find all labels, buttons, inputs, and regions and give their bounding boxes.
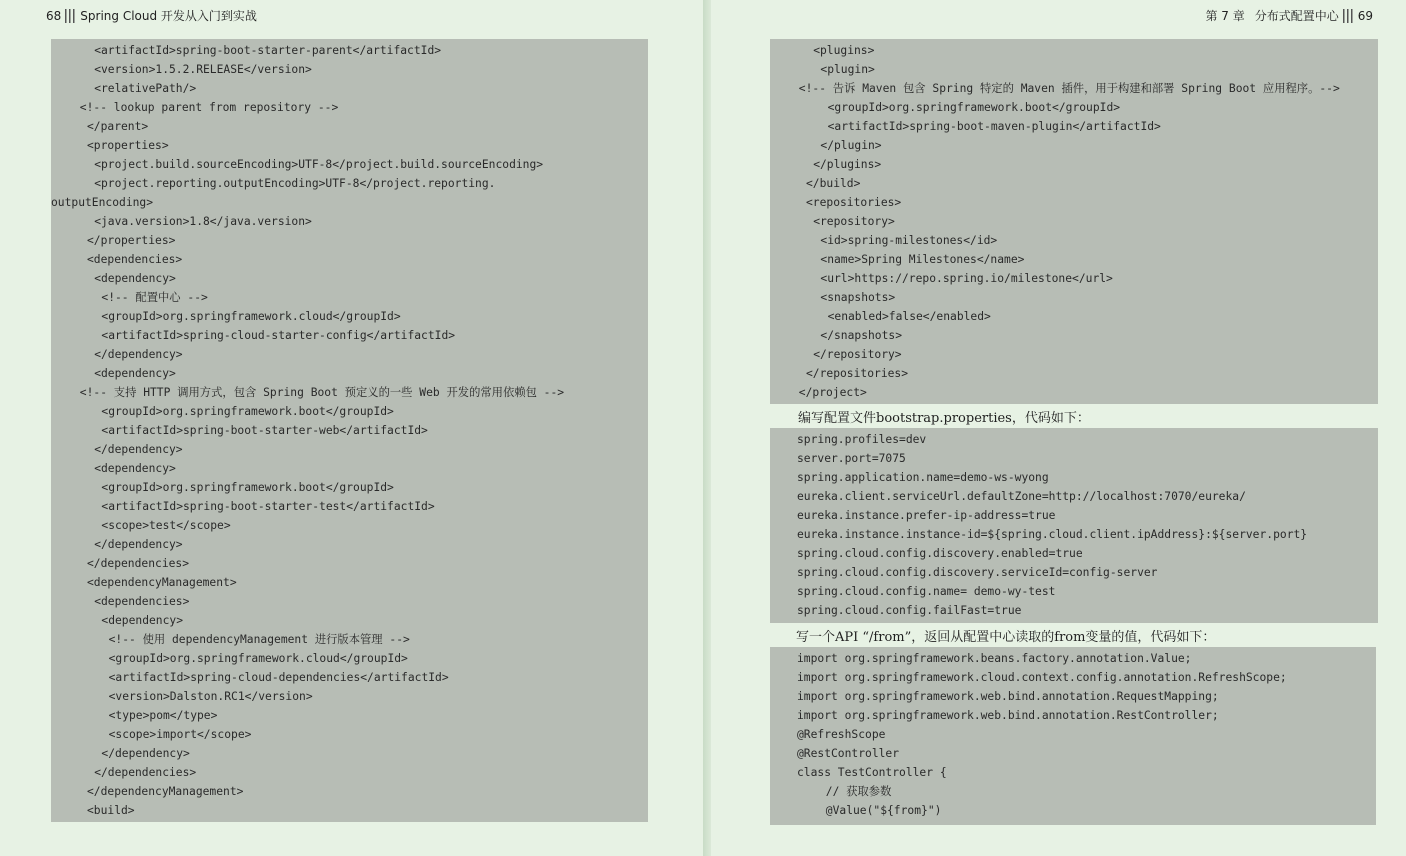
code-line: eureka.instance.prefer-ip-address=true (797, 509, 1056, 522)
chapter-title: 分布式配置中心 (1254, 9, 1339, 23)
chapter-label: 第 7 章 (1205, 9, 1245, 23)
code-line: <plugins> (813, 44, 875, 57)
code-line: </repository> (813, 348, 902, 361)
code-line: <dependency> (94, 462, 176, 475)
code-line: @RestController (797, 747, 900, 760)
book-title: Spring Cloud 开发从入门到实战 (80, 9, 257, 23)
code-line: import org.springframework.web.bind.annotation.RestController; (797, 709, 1219, 722)
code-line: eureka.client.serviceUrl.defaultZone=http://localhost:7070/eureka/ (797, 490, 1246, 503)
code-line: <!-- 使用 dependencyManagement 进行版本管理 --> (108, 633, 410, 646)
code-line: import org.springframework.beans.factory.annotation.Value; (797, 652, 1192, 665)
right-page-number: 69 (1357, 8, 1373, 23)
code-line: @Value("${from}") (825, 804, 942, 817)
left-page-number: 68 (46, 8, 62, 23)
code-line: <groupId>org.springframework.cloud</groupId> (101, 310, 401, 323)
book-gutter (703, 0, 711, 856)
code-line: <artifactId>spring-boot-starter-web</artifactId> (101, 424, 428, 437)
code-line: <!-- 配置中心 --> (101, 291, 208, 304)
code-line: <java.version>1.8</java.version> (94, 215, 312, 228)
code-line: <!-- 告诉 Maven 包含 Spring 特定的 Maven 插件，用于构建和部署 Spring Boot 应用程序。--> (798, 82, 1340, 95)
code-line: <dependencies> (87, 253, 183, 266)
code-line: @RefreshScope (797, 728, 886, 741)
code-line: </repositories> (806, 367, 909, 380)
left-code-block (51, 39, 648, 822)
code-line: </dependency> (94, 443, 183, 456)
code-line: </plugin> (820, 139, 882, 152)
code-line: <dependencyManagement> (87, 576, 237, 589)
code-line: <type>pom</type> (108, 709, 218, 722)
code-line: </dependencyManagement> (87, 785, 244, 798)
code-line: <plugin> (820, 63, 875, 76)
code-line: <groupId>org.springframework.boot</groupId> (101, 405, 394, 418)
code-line: spring.application.name=demo-ws-wyong (797, 471, 1049, 484)
code-line: <build> (87, 804, 135, 817)
code-line: <repository> (813, 215, 895, 228)
header-bars-icon (65, 9, 76, 23)
code-line: </plugins> (813, 158, 882, 171)
code-line: <name>Spring Milestones</name> (820, 253, 1025, 266)
code-line: <snapshots> (820, 291, 896, 304)
code-line: <artifactId>spring-boot-starter-parent</artifactId> (94, 44, 442, 57)
pom-code-block (770, 39, 1378, 404)
code-line: <enabled>false</enabled> (827, 310, 991, 323)
code-line: <url>https://repo.spring.io/milestone</url> (820, 272, 1113, 285)
code-line: <dependency> (101, 614, 184, 627)
code-line: </dependency> (94, 348, 183, 361)
code-line: <scope>test</scope> (101, 519, 231, 532)
code-line: <dependency> (94, 272, 176, 285)
bootstrap-paragraph: 编写配置文件bootstrap.properties，代码如下： (798, 411, 1090, 426)
header-bars-icon (1343, 9, 1354, 23)
properties-code-block (770, 428, 1378, 623)
code-line: spring.cloud.config.failFast=true (797, 604, 1022, 617)
code-line: </dependencies> (94, 766, 197, 779)
code-line: <artifactId>spring-boot-starter-test</artifactId> (101, 500, 435, 513)
code-line: spring.cloud.config.discovery.serviceId=config-server (797, 566, 1158, 579)
api-paragraph: 写一个API “/from”，返回从配置中心读取的from变量的值，代码如下： (796, 630, 1216, 645)
code-line: <artifactId>spring-cloud-starter-config</artifactId> (101, 329, 456, 342)
code-line: import org.springframework.web.bind.annotation.RequestMapping; (797, 690, 1219, 703)
code-line: <dependency> (94, 367, 176, 380)
code-line: </dependency> (101, 747, 190, 760)
code-line: <groupId>org.springframework.cloud</groupId> (108, 652, 408, 665)
java-code-block (770, 647, 1376, 825)
code-line: spring.cloud.config.name= demo-wy-test (797, 585, 1056, 598)
code-line: <repositories> (806, 196, 902, 209)
code-line: <!-- lookup parent from repository --> (79, 101, 339, 114)
code-line: outputEncoding> (51, 196, 154, 209)
code-line: <artifactId>spring-boot-maven-plugin</artifactId> (827, 120, 1161, 133)
code-line: <relativePath/> (94, 82, 197, 95)
code-line: <properties> (87, 139, 169, 152)
code-line: spring.cloud.config.discovery.enabled=true (797, 547, 1083, 560)
code-line: </properties> (87, 234, 176, 247)
code-line: <groupId>org.springframework.boot</groupId> (101, 481, 394, 494)
code-line: </parent> (87, 120, 149, 133)
code-line: <version>Dalston.RC1</version> (108, 690, 313, 703)
code-line: </snapshots> (820, 329, 903, 342)
code-line: eureka.instance.instance-id=${spring.cloud.client.ipAddress}:${server.port} (797, 528, 1308, 541)
code-line: </build> (806, 177, 861, 190)
code-line: import org.springframework.cloud.context.config.annotation.RefreshScope; (797, 671, 1287, 684)
code-line: <project.reporting.outputEncoding>UTF-8</project.reporting. (94, 177, 496, 190)
left-header (46, 7, 257, 24)
code-line: class TestController { (797, 766, 947, 779)
right-header (1205, 7, 1373, 24)
code-line: server.port=7075 (797, 452, 906, 465)
code-line: <groupId>org.springframework.boot</groupId> (827, 101, 1121, 114)
code-line: <!-- 支持 HTTP 调用方式，包含 Spring Boot 预定义的一些 Web 开发的常用依赖包 --> (79, 386, 565, 399)
code-line: <scope>import</scope> (108, 728, 252, 741)
code-line: <id>spring-milestones</id> (820, 234, 998, 247)
code-line: // 获取参数 (825, 785, 892, 798)
code-line: </dependency> (94, 538, 183, 551)
code-line: <dependencies> (94, 595, 190, 608)
code-line: </project> (798, 386, 867, 399)
right-page (711, 0, 1406, 856)
code-line: <version>1.5.2.RELEASE</version> (94, 63, 312, 76)
code-line: </dependencies> (87, 557, 190, 570)
code-line: <project.build.sourceEncoding>UTF-8</project.build.sourceEncoding> (94, 158, 544, 171)
code-line: <artifactId>spring-cloud-dependencies</artifactId> (108, 671, 449, 684)
code-line: spring.profiles=dev (797, 433, 927, 446)
